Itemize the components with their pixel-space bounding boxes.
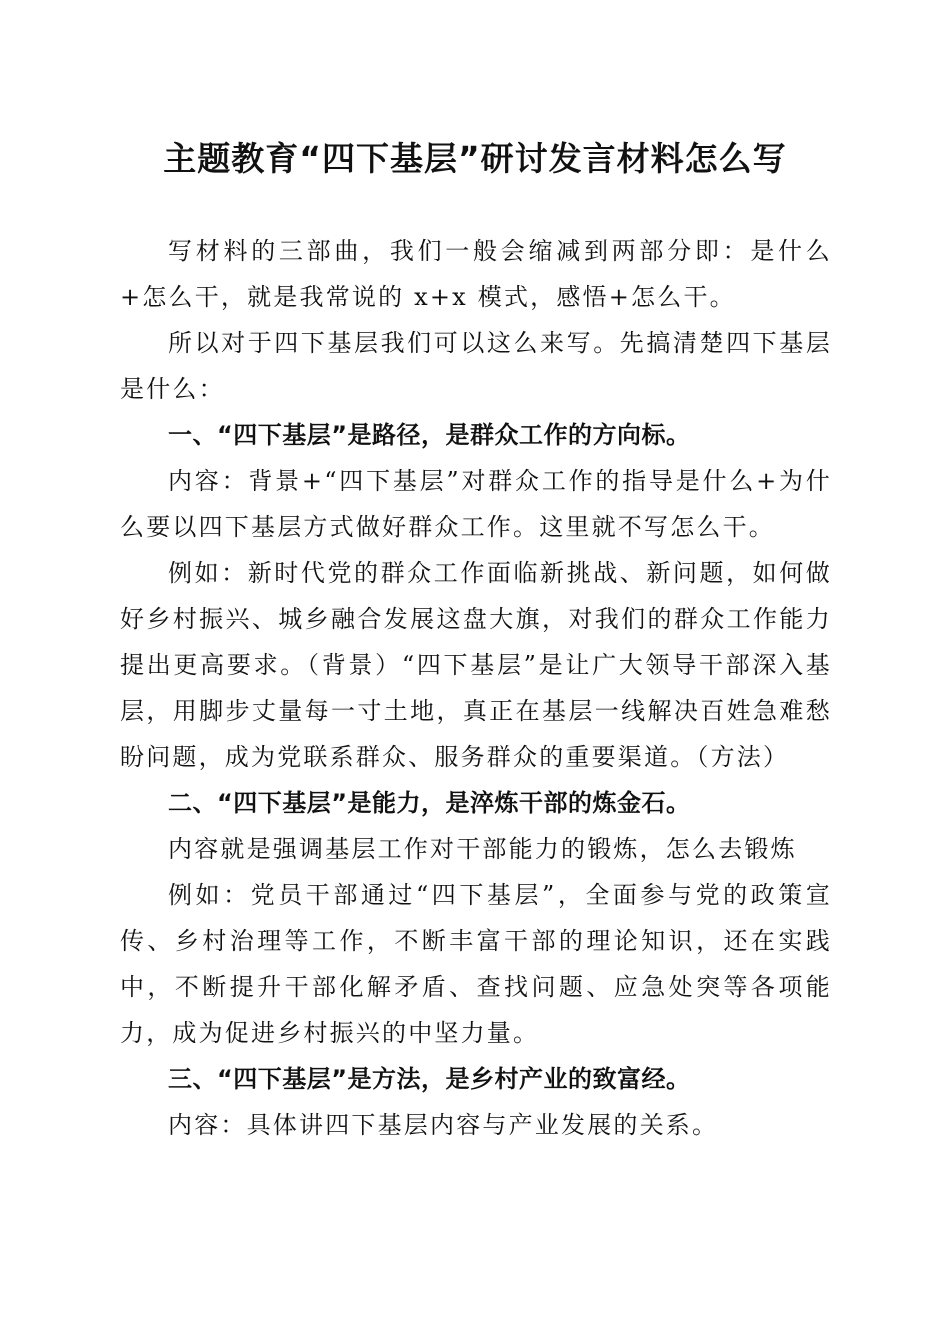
paragraph-example-1: 例如：新时代党的群众工作面临新挑战、新问题，如何做好乡村振兴、城乡融合发展这盘大旗，对我们的群众工作能力提出更高要求。（背景）“四下基层”是让广大领导干部深入基层，用脚步丈量每一寸土地，真正在基层一线解决百姓急难愁盼问题，成为党联系群众、服务群众的重要渠道。（方法） bbox=[120, 559, 832, 771]
document-body bbox=[120, 228, 832, 1148]
paragraph-content-2: 内容就是强调基层工作对干部能力的锻炼，怎么去锻炼 bbox=[168, 835, 797, 863]
section-heading-1: 一、“四下基层”是路径，是群众工作的方向标。 bbox=[168, 421, 691, 449]
paragraph-content-1: 内容：背景+“四下基层”对群众工作的指导是什么+为什么要以四下基层方式做好群众工作。这里就不写怎么干。 bbox=[120, 467, 832, 541]
section-heading-3: 三、“四下基层”是方法，是乡村产业的致富经。 bbox=[168, 1065, 691, 1093]
paragraph-intro: 写材料的三部曲，我们一般会缩减到两部分即：是什么+怎么干，就是我常说的 x+x 模式，感悟+怎么干。 bbox=[120, 237, 832, 311]
paragraph-example-2: 例如：党员干部通过“四下基层”，全面参与党的政策宣传、乡村治理等工作，不断丰富干部的理论知识，还在实践中，不断提升干部化解矛盾、查找问题、应急处突等各项能力，成为促进乡村振兴的中坚力量。 bbox=[120, 881, 832, 1047]
paragraph-content-3: 内容：具体讲四下基层内容与产业发展的关系。 bbox=[168, 1111, 719, 1139]
section-heading-2: 二、“四下基层”是能力，是淬炼干部的炼金石。 bbox=[168, 789, 691, 817]
paragraph-what-is: 所以对于四下基层我们可以这么来写。先搞清楚四下基层是什么： bbox=[120, 329, 832, 403]
document-title: 主题教育“四下基层”研讨发言材料怎么写 bbox=[163, 139, 787, 178]
